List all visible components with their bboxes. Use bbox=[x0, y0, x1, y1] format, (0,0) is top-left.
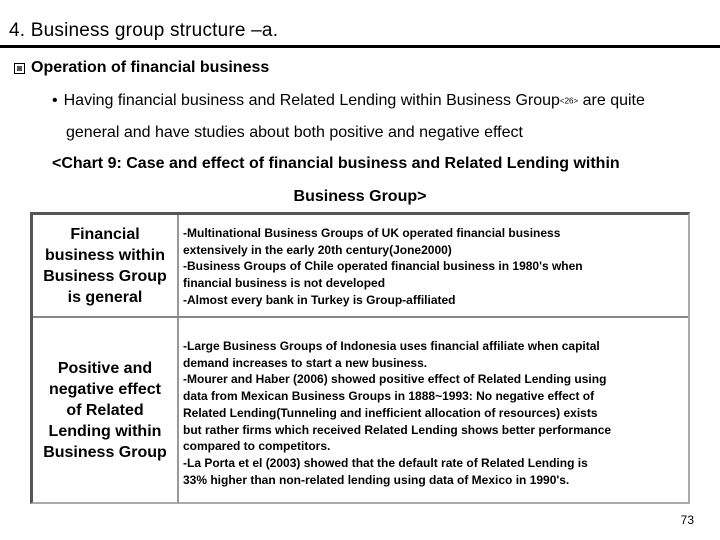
table-row bbox=[33, 318, 688, 503]
table-row bbox=[33, 215, 688, 318]
row-label bbox=[33, 215, 179, 316]
content-line: -Large Business Groups of Indonesia uses financial affiliate when capital bbox=[183, 339, 600, 353]
row-label-line: Financial bbox=[70, 225, 140, 243]
row-content bbox=[179, 318, 688, 503]
content-line: -Almost every bank in Turkey is Group-affiliated bbox=[183, 292, 456, 307]
row-label-line: is general bbox=[67, 288, 143, 306]
chart-caption-line2: Business Group> bbox=[293, 188, 427, 205]
square-bullet-icon bbox=[14, 63, 25, 74]
title-underline bbox=[0, 45, 720, 48]
content-line: 33% higher than non-related lending using data of Mexico in 1990's. bbox=[183, 472, 570, 487]
bullet-tail: are quite bbox=[578, 92, 645, 109]
reference-marker: <26> bbox=[559, 96, 579, 106]
bullet-continuation: general and have studies about both positive and negative effect bbox=[66, 124, 523, 141]
section-heading bbox=[14, 59, 269, 77]
row-label-line: Business Group bbox=[43, 444, 167, 461]
content-line: -La Porta et el (2003) showed that the default rate of Related Lending is bbox=[183, 455, 588, 470]
row-label-line: business within bbox=[44, 246, 165, 264]
comparison-table bbox=[30, 212, 690, 504]
content-line: financial business is not developed bbox=[183, 276, 386, 291]
row-label-line: negative effect bbox=[48, 381, 162, 398]
content-line: demand increases to start a new business. bbox=[183, 355, 428, 370]
row-label-line: Business Group bbox=[43, 267, 167, 285]
content-line: but rather firms which received Related Lending shows better performance bbox=[183, 422, 612, 437]
content-line: extensively in the early 20th century(Jone2000) bbox=[183, 242, 452, 257]
content-line: -Mourer and Haber (2006) showed positive effect of Related Lending using bbox=[183, 372, 607, 387]
bullet-dot-icon: • bbox=[52, 92, 58, 109]
content-line: -Business Groups of Chile operated financial business in 1980's when bbox=[183, 259, 583, 274]
content-line: data from Mexican Business Groups in 1888~1993: No negative effect of bbox=[183, 389, 595, 404]
chart-caption-line1: <Chart 9: Case and effect of financial business and Related Lending within bbox=[52, 155, 620, 172]
page-title: 4. Business group structure –a. bbox=[9, 20, 279, 41]
row-label-line: of Related bbox=[66, 402, 144, 419]
content-line: -Multinational Business Groups of UK operated financial business bbox=[183, 226, 561, 240]
row-content bbox=[179, 215, 688, 316]
page-number: 73 bbox=[680, 513, 694, 527]
content-line: Related Lending(Tunneling and inefficient allocation of resources) exists bbox=[183, 405, 598, 420]
content-line: compared to competitors. bbox=[183, 439, 331, 454]
bullet-text: Having financial business and Related Lending within Business Group bbox=[63, 92, 560, 109]
section-heading-text: Operation of financial business bbox=[31, 59, 270, 76]
bullet-line bbox=[52, 92, 645, 110]
row-label-line: Positive and bbox=[57, 360, 153, 377]
row-label-line: Lending within bbox=[48, 423, 162, 440]
row-label bbox=[33, 318, 179, 503]
